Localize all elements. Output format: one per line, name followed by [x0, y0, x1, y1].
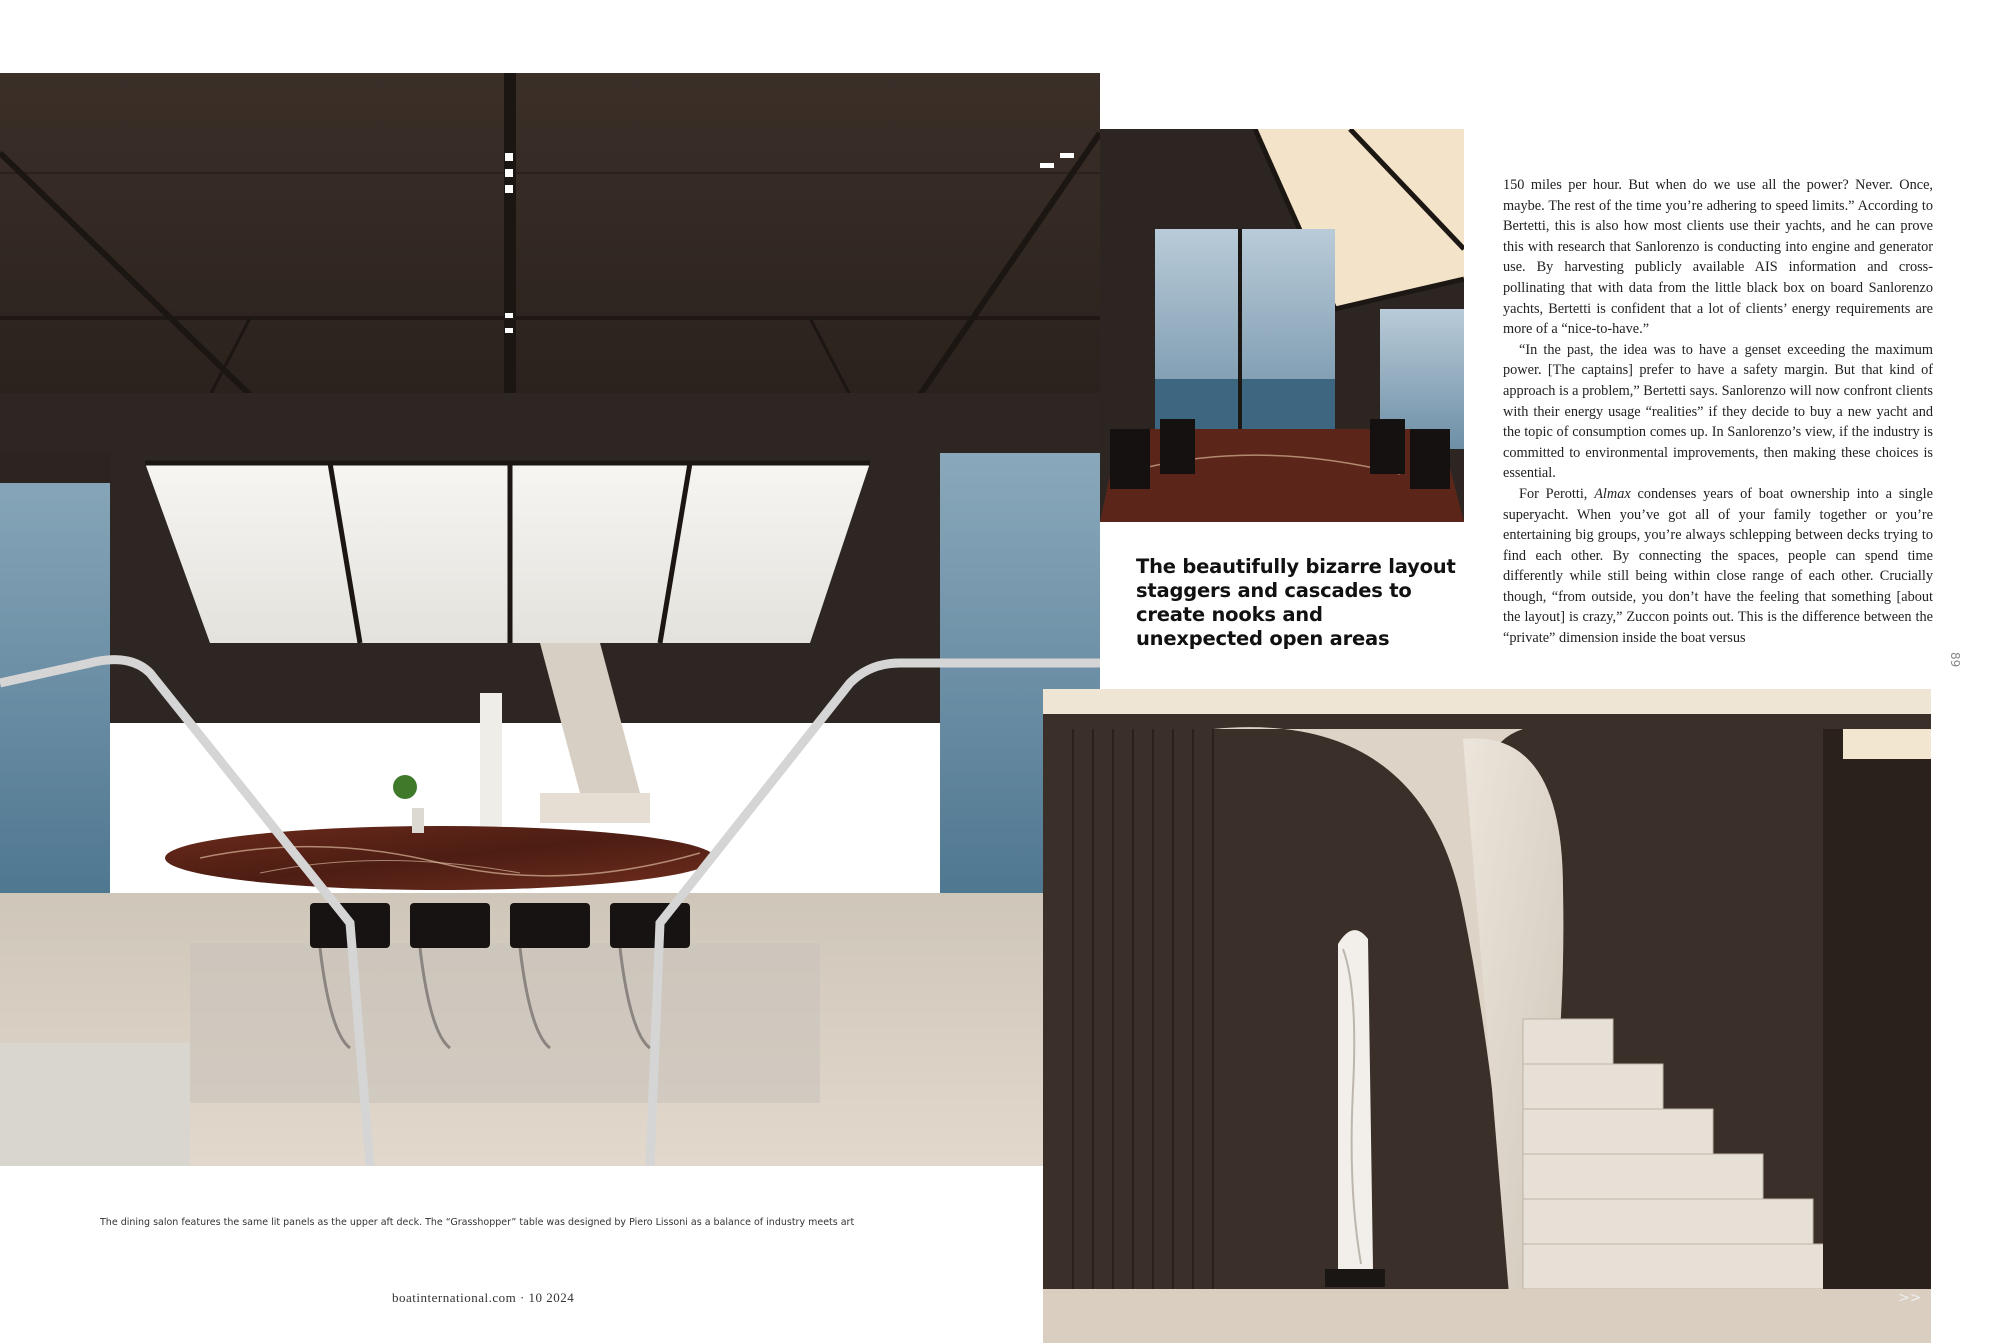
article-body	[1503, 175, 1933, 649]
continue-arrow-icon: >>	[1898, 1290, 1922, 1306]
dining-salon-illustration	[0, 73, 1100, 1166]
article-paragraph: “In the past, the idea was to have a genset exceeding the maximum power. [The captains] prefer to have a safety margin. But that kind of approach is a problem,” Bertetti says. Sanlorenzo will now confront clients with their energy usage “realities” if they decide to buy a new yacht and the topic of consumption comes up. In Sanlorenzo’s view, if the industry is committed to environmental improvements, then making these choices is essential.	[1503, 341, 1933, 482]
photo-caption: The dining salon features the same lit panels as the upper aft deck. The “Grasshopper” table was designed by Piero Lissoni as a balance of industry meets art	[100, 1217, 855, 1228]
folio: boatinternational.com · 10 2024	[392, 1290, 575, 1305]
pull-quote: The beautifully bizarre layout staggers and cascades to create nooks and unexpected open areas	[1136, 555, 1456, 650]
article-paragraph: 150 miles per hour. But when do we use all the power? Never. Once, maybe. The rest of the time you’re adhering to speed limits.” According to Bertetti, this is also how most clients use their yachts, and he can prove this with research that Sanlorenzo is conducting into engine and generator use. By harvesting publicly available AIS information and cross-pollinating that with data from the little black box on board Sanlorenzo yachts, Bertetti is confident that a lot of clients’ energy requirements are more of a “nice-to-have.”	[1503, 177, 1933, 338]
staircase-photo	[1043, 689, 1931, 1343]
upper-deck-illustration	[1100, 129, 1464, 522]
page-number: 89	[1948, 652, 1962, 668]
paragraph-lead: For Perotti,	[1519, 485, 1595, 502]
article-paragraph	[1503, 484, 1933, 649]
upper-deck-photo	[1100, 129, 1464, 522]
paragraph-rest: condenses years of boat ownership into a single superyacht. When you’ve got all of your family together or you’re entertaining big groups, you’re always schlepping between decks trying to find each other. By connecting the spaces, people can spend time differently while still being within close range of each other. Crucially though, “from outside, you don’t have the feeling that something [about the layout] is crazy,” Zuccon points out. This is the difference between the “private” dimension inside the boat versus	[1503, 485, 1933, 647]
staircase-illustration	[1043, 689, 1931, 1343]
dining-salon-photo	[0, 73, 1100, 1166]
yacht-name: Almax	[1594, 485, 1631, 502]
